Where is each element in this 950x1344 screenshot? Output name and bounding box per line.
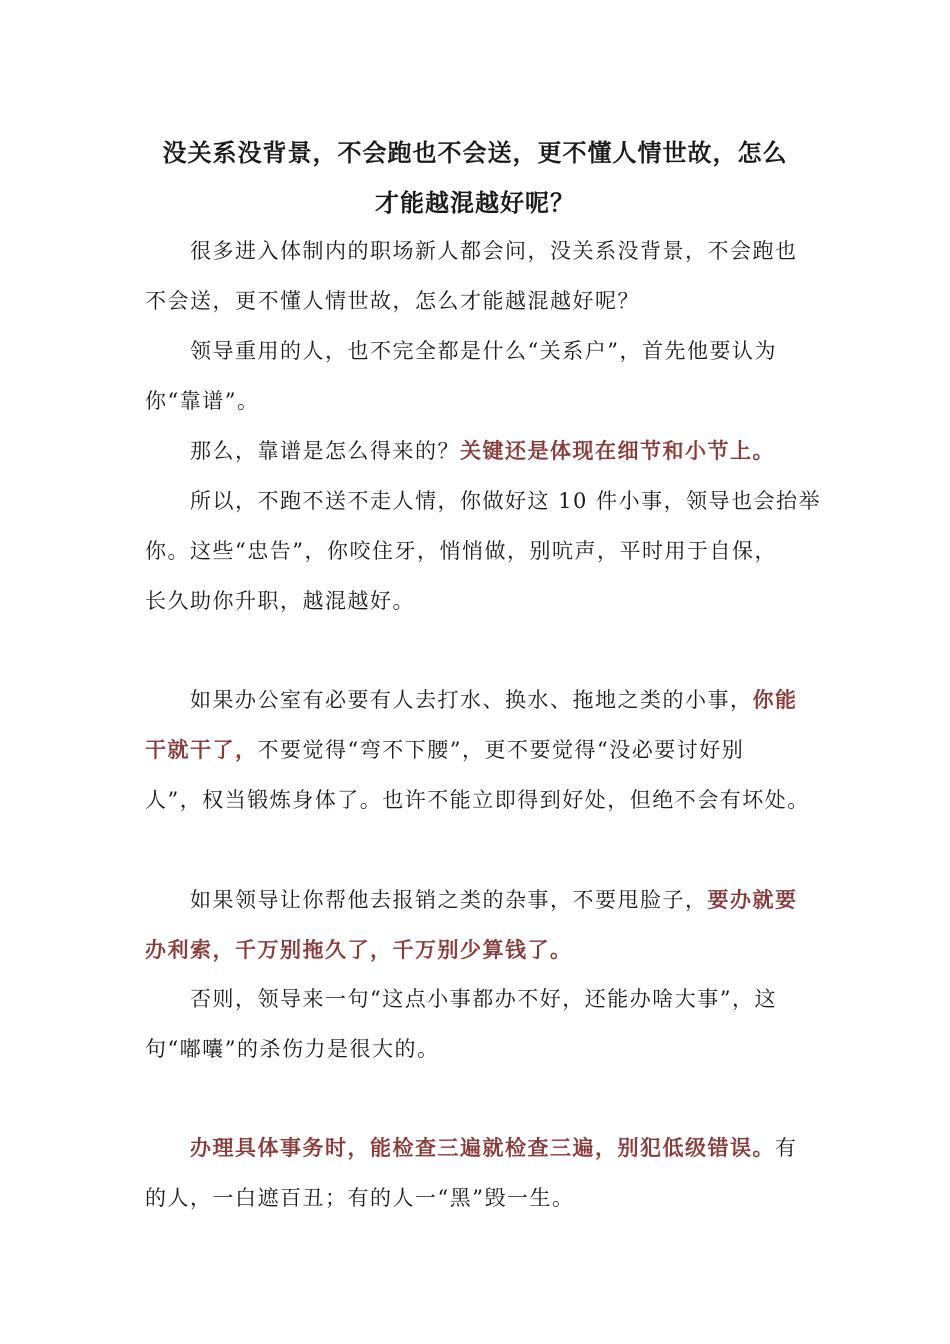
paragraph-8-line-2: 的人，一白遮百丑；有的人一“黑”毁一生。	[145, 1186, 575, 1210]
paragraph-5-line-3: 人”，权当锻炼身体了。也许不能立即得到好处，但绝不会有坏处。	[145, 788, 810, 812]
paragraph-1-line-2: 不会送，更不懂人情世故，怎么才能越混越好呢？	[145, 289, 640, 313]
article-title	[140, 128, 810, 228]
paragraph-5-line-2	[145, 725, 810, 775]
paragraph-6	[145, 875, 810, 975]
paragraph-4-line-2: 你。这些“忠告”，你咬住牙，悄悄做，别吭声，平时用于自保，	[145, 539, 777, 563]
paragraph-7	[145, 974, 810, 1074]
paragraph-4-line-3: 长久助你升职，越混越好。	[145, 589, 415, 613]
paragraph-3	[145, 426, 810, 476]
title-line-1: 没关系没背景，不会跑也不会送，更不懂人情世故，怎么	[162, 138, 788, 167]
paragraph-3-highlight: 关键还是体现在细节和小节上。	[460, 438, 775, 463]
paragraph-3-text: 那么，靠谱是怎么得来的？	[190, 439, 460, 463]
paragraph-8-highlight: 办理具体事务时，能检查三遍就检查三遍，别犯低级错误。	[190, 1135, 775, 1160]
paragraph-5-line-1	[145, 675, 810, 725]
paragraph-5-text-2: 不要觉得“弯不下腰”，更不要觉得“没必要讨好别	[257, 738, 745, 762]
paragraph-6-highlight-1: 要办就要	[707, 887, 798, 912]
paragraph-6-line-1	[145, 875, 810, 925]
paragraph-5-text-1: 如果办公室有必要有人去打水、换水、拖地之类的小事，	[190, 688, 753, 712]
paragraph-2-line-1: 领导重用的人，也不完全都是什么“关系户”，首先他要认为	[190, 339, 777, 363]
paragraph-5	[145, 675, 810, 825]
paragraph-8	[145, 1123, 810, 1223]
title-line-2: 才能越混越好呢？	[375, 188, 575, 217]
paragraph-5-highlight-1: 你能	[752, 687, 798, 712]
paragraph-3-line-1	[145, 426, 810, 476]
paragraph-6-text-1: 如果领导让你帮他去报销之类的杂事，不要甩脸子，	[190, 888, 708, 912]
paragraph-6-line-2: 办利索，千万别拖久了，千万别少算钱了。	[145, 937, 573, 962]
paragraph-7-line-1: 否则，领导来一句“这点小事都办不好，还能办啥大事”，这	[190, 987, 777, 1011]
paragraph-4-line-1: 所以，不跑不送不走人情，你做好这 10 件小事，领导也会抬举	[190, 489, 822, 513]
paragraph-5-highlight-2: 干就干了，	[145, 737, 258, 762]
paragraph-2	[145, 326, 810, 426]
paragraph-7-line-2: 句“嘟囔”的杀伤力是很大的。	[145, 1037, 440, 1061]
paragraph-1-line-1: 很多进入体制内的职场新人都会问，没关系没背景，不会跑也	[190, 239, 798, 263]
paragraph-1	[145, 226, 810, 326]
paragraph-2-line-2: 你“靠谱”。	[145, 389, 260, 413]
paragraph-4	[145, 476, 822, 626]
paragraph-8-line-1	[145, 1123, 810, 1173]
paragraph-8-text-1: 有	[775, 1136, 798, 1160]
